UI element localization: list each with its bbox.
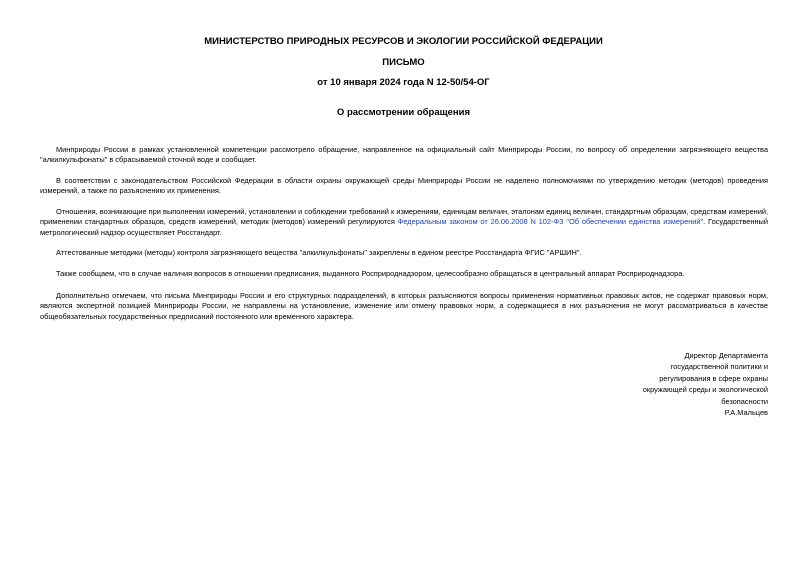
- signature-line-department: государственной политики и: [670, 362, 768, 372]
- body-paragraph-5: Также сообщаем, что в случае наличия вопросов в отношении предписания, выданного Росприроднадзором, целесообразно обращаться в центральный аппарат Росприроднадзора.: [56, 269, 685, 278]
- document-date-number: от 10 января 2024 года N 12-50/54-ОГ: [317, 77, 490, 88]
- document-type-heading: ПИСЬМО: [382, 57, 425, 68]
- ministry-heading: МИНИСТЕРСТВО ПРИРОДНЫХ РЕСУРСОВ И ЭКОЛОГИИ РОССИЙСКОЙ ФЕДЕРАЦИИ: [204, 36, 603, 47]
- signature-line-position: Директор Департамента: [684, 351, 768, 360]
- paragraph-3-text-before: Отношения, возникающие при выполнении измерений, установлении и соблюдении требований к измерениям, единицам величин, эталонам единиц величин, стандартным образцам, средствам измерений, применении стандартных образцов, средств измерений, методик (методов) измерений регулируются: [40, 207, 768, 227]
- body-paragraph-3: [40, 207, 768, 238]
- federal-law-link[interactable]: Федеральным законом от 26.06.2008 N 102-ФЗ "Об обеспечении единства измерений": [397, 217, 704, 227]
- body-paragraph-4: Аттестованные методики (методы) контроля загрязняющего вещества "алкилкульфонаты" закреплены в едином реестре Росстандарта ФГИС "АРШИН".: [56, 248, 582, 257]
- signature-line-department: окружающей среды и экологической: [642, 385, 768, 395]
- signature-line-department: безопасности: [721, 396, 768, 406]
- body-paragraph-2: В соответствии с законодательством Российской Федерации в области охраны окружающей среды Минприроды России не наделено полномочиями по утверждению методик (методов) проведения измерений, а также по разъяснению их применения.: [40, 176, 768, 196]
- signature-line-department: регулирования в сфере охраны: [659, 373, 768, 383]
- document-subject: О рассмотрении обращения: [336, 107, 471, 118]
- signatory-name: Р.А.Мальцев: [724, 408, 768, 418]
- paragraph-3-text-after: . Государственный метрологический надзор осуществляет Росстандарт.: [40, 217, 768, 237]
- body-paragraph-6: Дополнительно отмечаем, что письма Минприроды России и его структурных подразделений, в которых разъясняются вопросы применения нормативных правовых актов, не содержат правовых норм, являются экспертной позицией Минприроды России, не направлены на установление, изменение или отмену правовых норм, а содержащиеся в них разъяснения не могут рассматриваться в качестве общеобязательных государственных предписаний постоянного или временного характера.: [40, 291, 768, 321]
- signature-block: [620, 350, 768, 418]
- body-paragraph-1: Минприроды России в рамках установленной компетенции рассмотрело обращение, направленное на официальный сайт Минприроды России, по вопросу об определении загрязняющего вещества "алкилкульфонаты" в сбрасываемой сточной воде и сообщает.: [40, 145, 768, 165]
